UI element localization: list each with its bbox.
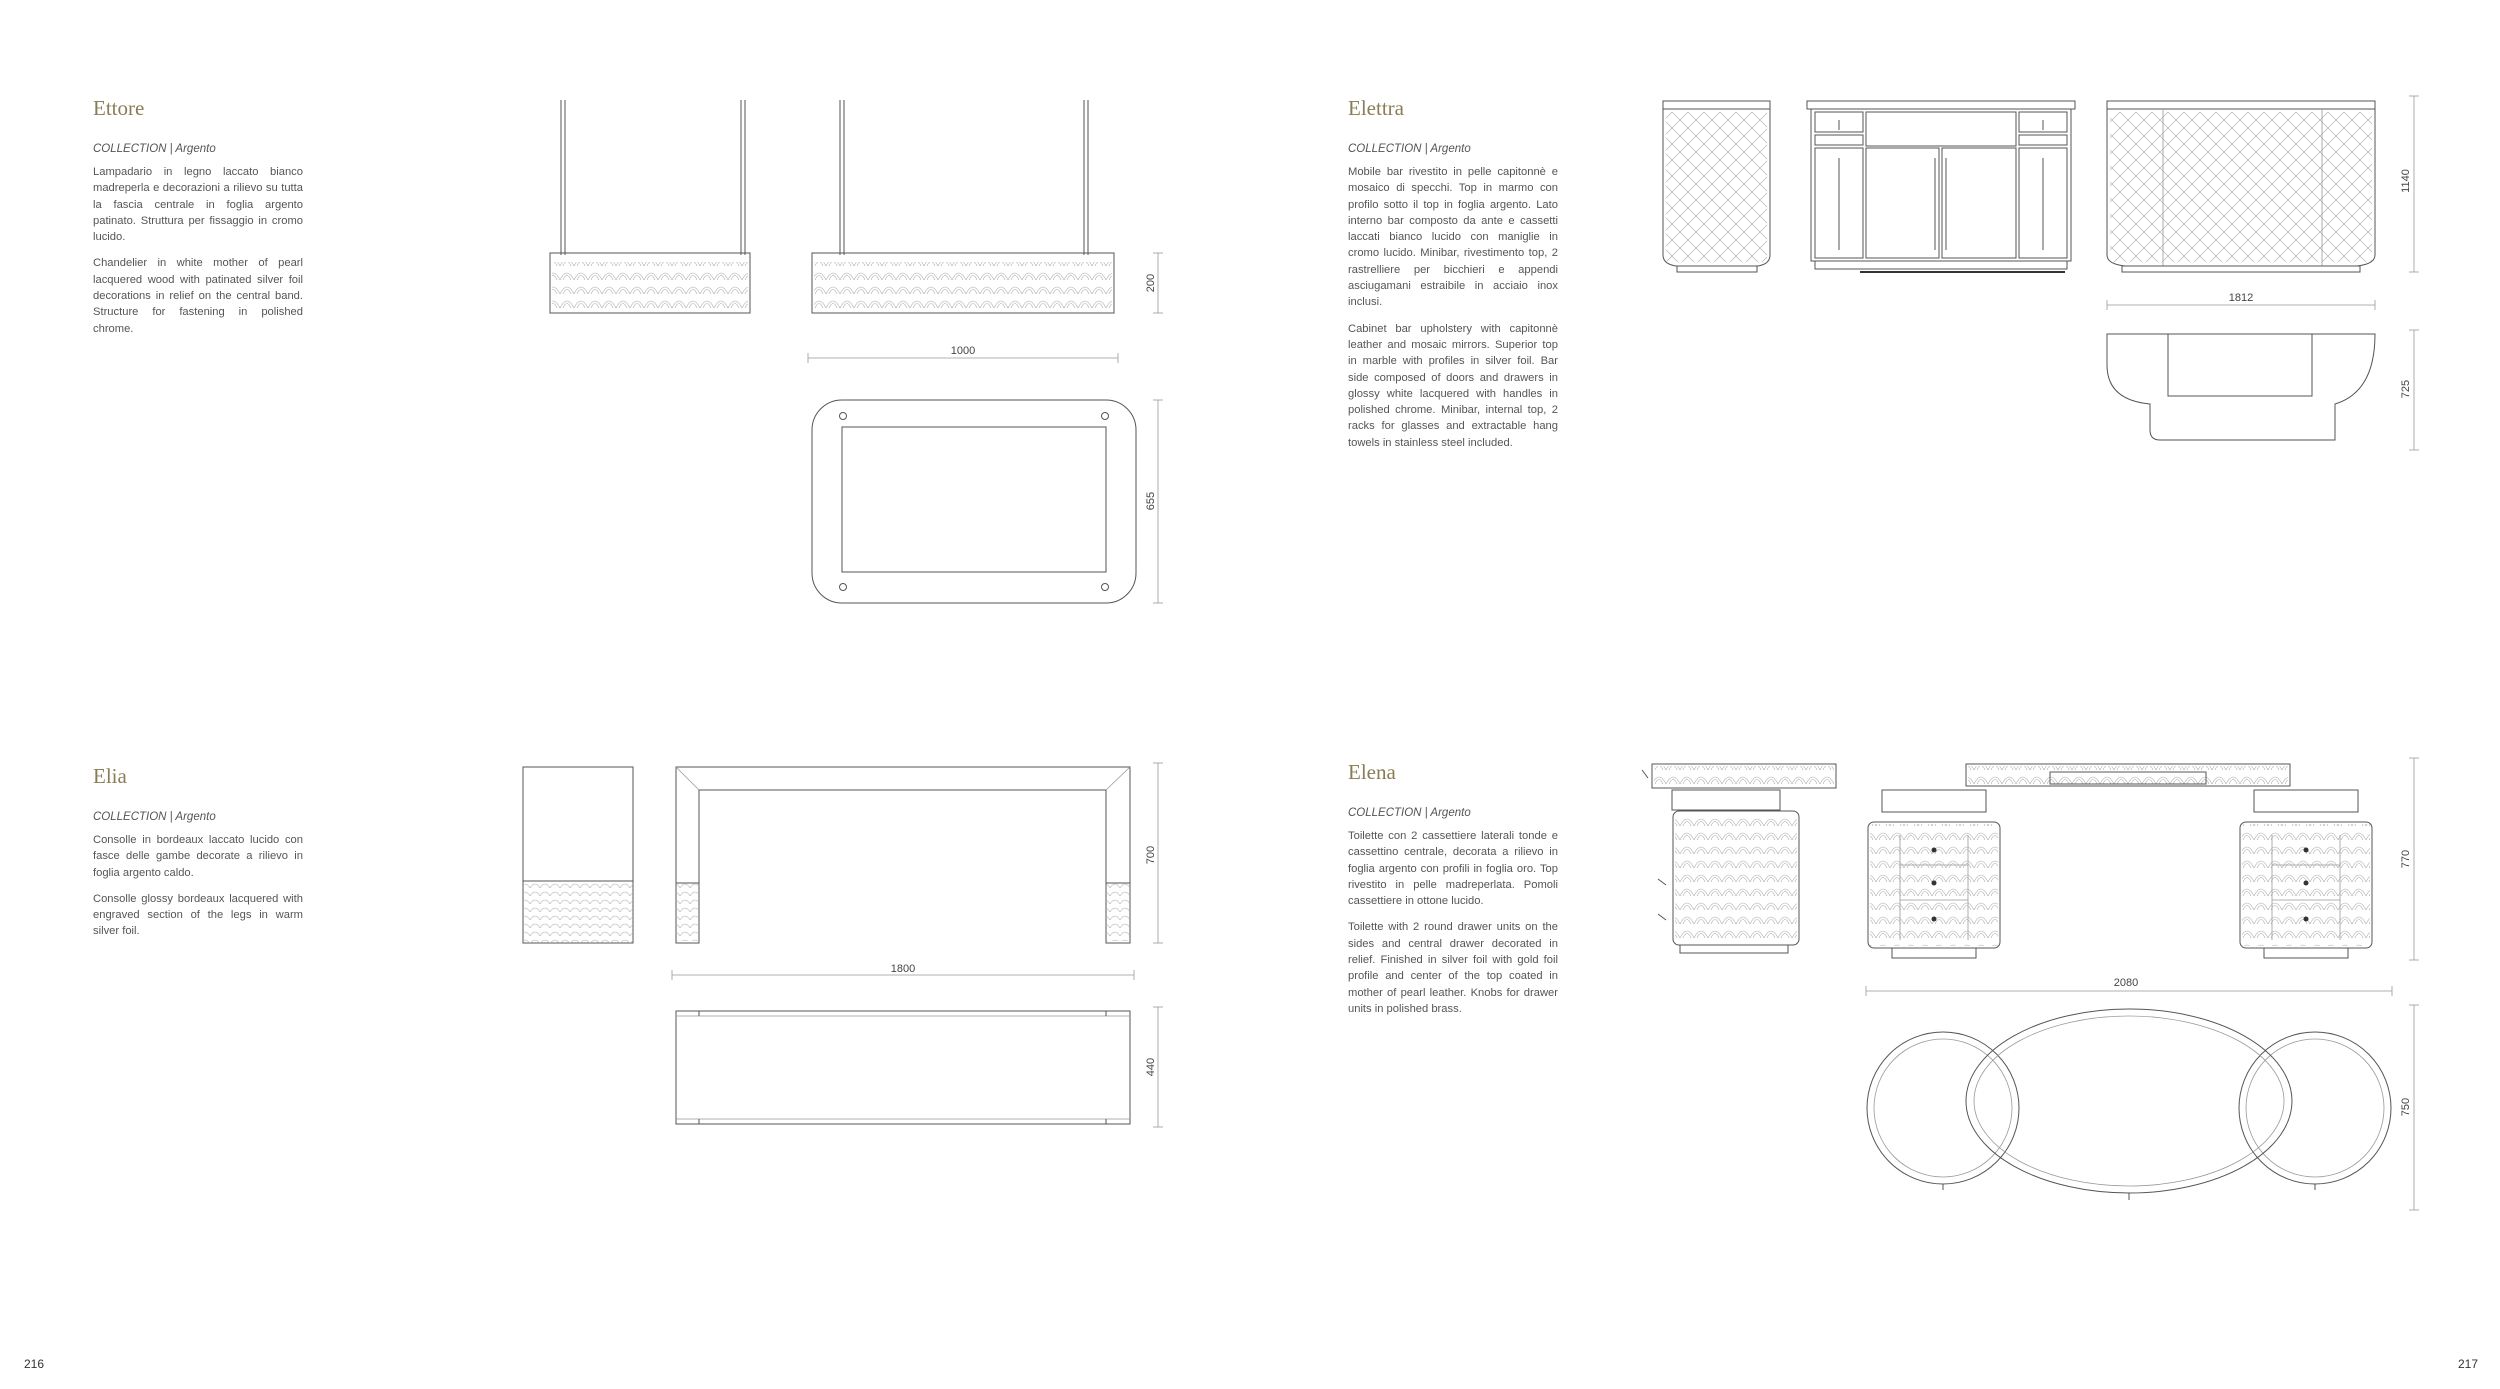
elettra-depth-label: 725 <box>2400 379 2412 399</box>
elettra-height-label: 1140 <box>2400 169 2412 193</box>
collection-label: COLLECTION | Argento <box>1348 807 1471 819</box>
description-italian: Toilette con 2 cassettiere laterali tonde e cassettino centrale, decorata a rilievo in foglia argento con profili in foglia oro. Top rivestito in pelle madreperlata. Pomoli cassettiere in ottone lucido. <box>1348 830 1558 908</box>
elena-width-label: 2080 <box>2113 977 2139 989</box>
product-title: Elettra <box>1348 96 1404 120</box>
ettore-height-label: 200 <box>1145 273 1157 293</box>
product-title: Elia <box>93 764 127 788</box>
description-english: Toilette with 2 round drawer units on the sides and central drawer decorated in relief. Finished in silver foil with gold foil profile and center of the top coated in mother of pearl leather. Knobs for drawer units in polished brass. <box>1348 921 1558 1015</box>
description-italian: Consolle in bordeaux laccato lucido con fasce delle gambe decorate a rilievo in foglia argento caldo. <box>93 834 303 879</box>
collection-label: COLLECTION | Argento <box>93 143 216 155</box>
description-english: Consolle glossy bordeaux lacquered with engraved section of the legs in warm silver foil. <box>93 892 303 938</box>
page-number-right: 217 <box>2458 1357 2479 1371</box>
product-title: Ettore <box>93 96 145 120</box>
ettore-depth-label: 655 <box>1145 491 1157 511</box>
collection-label: COLLECTION | Argento <box>93 811 216 823</box>
elia-depth-label: 440 <box>1145 1057 1157 1077</box>
elia-width-label: 1800 <box>890 963 916 975</box>
description-italian: Mobile bar rivestito in pelle capitonnè e mosaico di specchi. Top in marmo con profilo sotto il top in foglia argento. Lato interno bar composto da ante e cassetti laccati bianco lucido con maniglie in cromo lucido. Minibar, rivestimento top, 2 rastrelliere per bicchieri e appendi asciugamani estraibile in acciaio inox inclusi. <box>1348 166 1558 309</box>
elia-height-label: 700 <box>1145 845 1157 865</box>
elettra-width-label: 1812 <box>2228 292 2254 304</box>
elena-height-label: 770 <box>2400 849 2412 869</box>
description-english: Chandelier in white mother of pearl lacquered wood with patinated silver foil decorations in relief on the central band. Structure for fastening in polished chrome. <box>93 257 303 335</box>
ettore-width-label: 1000 <box>950 345 976 357</box>
page-number-left: 216 <box>24 1357 45 1371</box>
collection-label: COLLECTION | Argento <box>1348 143 1471 155</box>
description-italian: Lampadario in legno laccato bianco madreperla e decorazioni a rilievo su tutta la fascia centrale in foglia argento patinato. Struttura per fissaggio in cromo lucido. <box>93 166 303 244</box>
elena-depth-label: 750 <box>2400 1097 2412 1117</box>
description-english: Cabinet bar upholstery with capitonnè leather and mosaic mirrors. Superior top in marble with profiles in silver foil. Bar side composed of doors and drawers in glossy white lacquered with handles in polished chrome. Minibar, internal top, 2 racks for glasses and extractable hang towels in stainless steel included. <box>1348 322 1558 449</box>
product-title: Elena <box>1348 760 1396 784</box>
